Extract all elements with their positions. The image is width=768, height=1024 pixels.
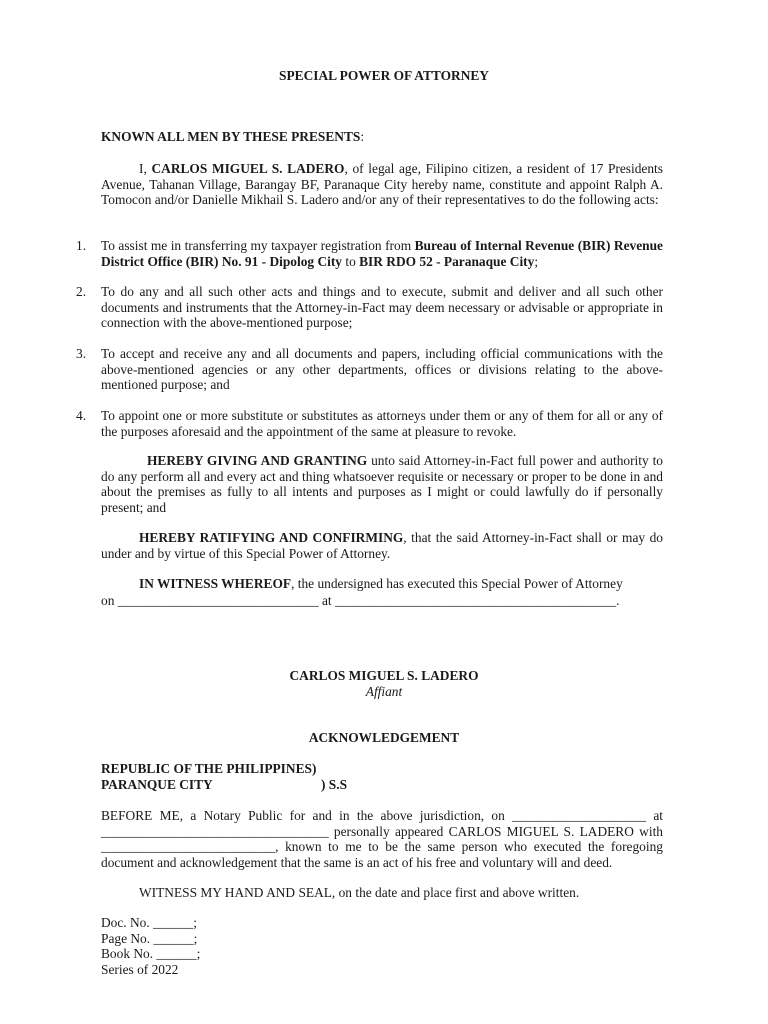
acknowledgement-title: ACKNOWLEDGEMENT [308, 730, 460, 745]
intro-paragraph [101, 161, 663, 208]
document-title: SPECIAL POWER OF ATTORNEY [279, 68, 489, 83]
giving-paragraph [101, 453, 663, 515]
witness-date-place-line: on ______________________________ at __________________________________________. [101, 593, 620, 608]
known-colon: : [360, 129, 365, 144]
principal-name: CARLOS MIGUEL S. LADERO [151, 161, 345, 176]
list-item-4 [76, 408, 663, 439]
witness-bold: IN WITNESS WHEREOF [139, 576, 292, 591]
before-me-paragraph: BEFORE ME, a Notary Public for and in the above jurisdiction, on ____________________ at __________________________________ personally appeared CARLOS MIGUEL S. LADERO with __________________________, known to me to be the same person who executed the foregoing document and acknowledgement that the same is an act of his free and voluntary will and deed. [101, 808, 663, 870]
item1-bold1: Bureau of Internal Revenue (BIR) Revenue District Office (BIR) No. 91 - Dipolog City [101, 238, 663, 269]
doc-no: Doc. No. ______; [101, 915, 197, 930]
item2-text: To do any and all such other acts and things and to execute, submit and deliver and all such other documents and instruments that the Attorney-in-Fact may deem necessary or advisable or appropriate in connection with the above-mentioned purpose; [101, 284, 663, 331]
witness-text: , the undersigned has executed this Special Power of Attorney [291, 576, 623, 591]
item1-pre: To assist me in transferring my taxpayer registration from [101, 238, 415, 253]
list-number: 2. [76, 284, 87, 299]
book-no: Book No. ______; [101, 946, 201, 961]
ratifying-paragraph [101, 530, 663, 561]
list-number: 4. [76, 408, 87, 423]
witness-hand-seal: WITNESS MY HAND AND SEAL, on the date and place first and above written. [139, 885, 580, 900]
giving-bold: HEREBY GIVING AND GRANTING [147, 453, 368, 468]
list-number: 1. [76, 238, 87, 253]
item3-text: To accept and receive any and all documents and papers, including official communications with the above-mentioned agencies or any other departments, offices or divisions relating to the above-mentioned purpose; and [101, 346, 663, 393]
jurisdiction-city: PARANQUE CITY [101, 777, 213, 792]
series-year: Series of 2022 [101, 962, 179, 977]
known-all-men-heading [101, 129, 663, 145]
intro-pre: I, [139, 161, 152, 176]
item4-text: To appoint one or more substitute or substitutes as attorneys under them or any of them for all or any of the purposes aforesaid and the appointment of the same at pleasure to revoke. [101, 408, 663, 439]
known-text: KNOWN ALL MEN BY THESE PRESENTS [101, 129, 361, 144]
signatory-role: Affiant [365, 684, 403, 699]
list-item-3 [76, 346, 663, 393]
list-item-1 [76, 238, 663, 269]
jurisdiction-city-line [101, 777, 501, 793]
witness-paragraph [101, 576, 663, 592]
jurisdiction-ss: ) S.S [321, 777, 348, 792]
signatory-name: CARLOS MIGUEL S. LADERO [289, 668, 479, 683]
intro-post: , of legal age, Filipino citizen, a resident of 17 Presidents Avenue, Tahanan Village, Barangay BF, Paranaque City hereby name, constitute and appoint Ralph A. Tomocon and/or Danielle Mikhail S. Ladero and/or any of their representatives to do the following acts: [101, 161, 663, 208]
ratifying-text: , that the said Attorney-in-Fact shall or may do under and by virtue of this Special Power of Attorney. [101, 530, 663, 561]
page-no: Page No. ______; [101, 931, 198, 946]
jurisdiction-country: REPUBLIC OF THE PHILIPPINES) [101, 761, 317, 776]
list-number: 3. [76, 346, 87, 361]
giving-text: unto said Attorney-in-Fact full power and authority to do any perform all and every act and thing whatsoever requisite or necessary or proper to be done in and about the premises as fully to all intents and purposes as I might or could lawfully do if personally present; and [101, 453, 663, 515]
list-item-2 [76, 284, 663, 331]
item1-post: ; [534, 253, 539, 269]
ratifying-bold: HEREBY RATIFYING AND CONFIRMING [139, 530, 404, 545]
item1-bold2: BIR RDO 52 - Paranaque City [359, 253, 535, 269]
item1-mid: to [342, 253, 360, 269]
